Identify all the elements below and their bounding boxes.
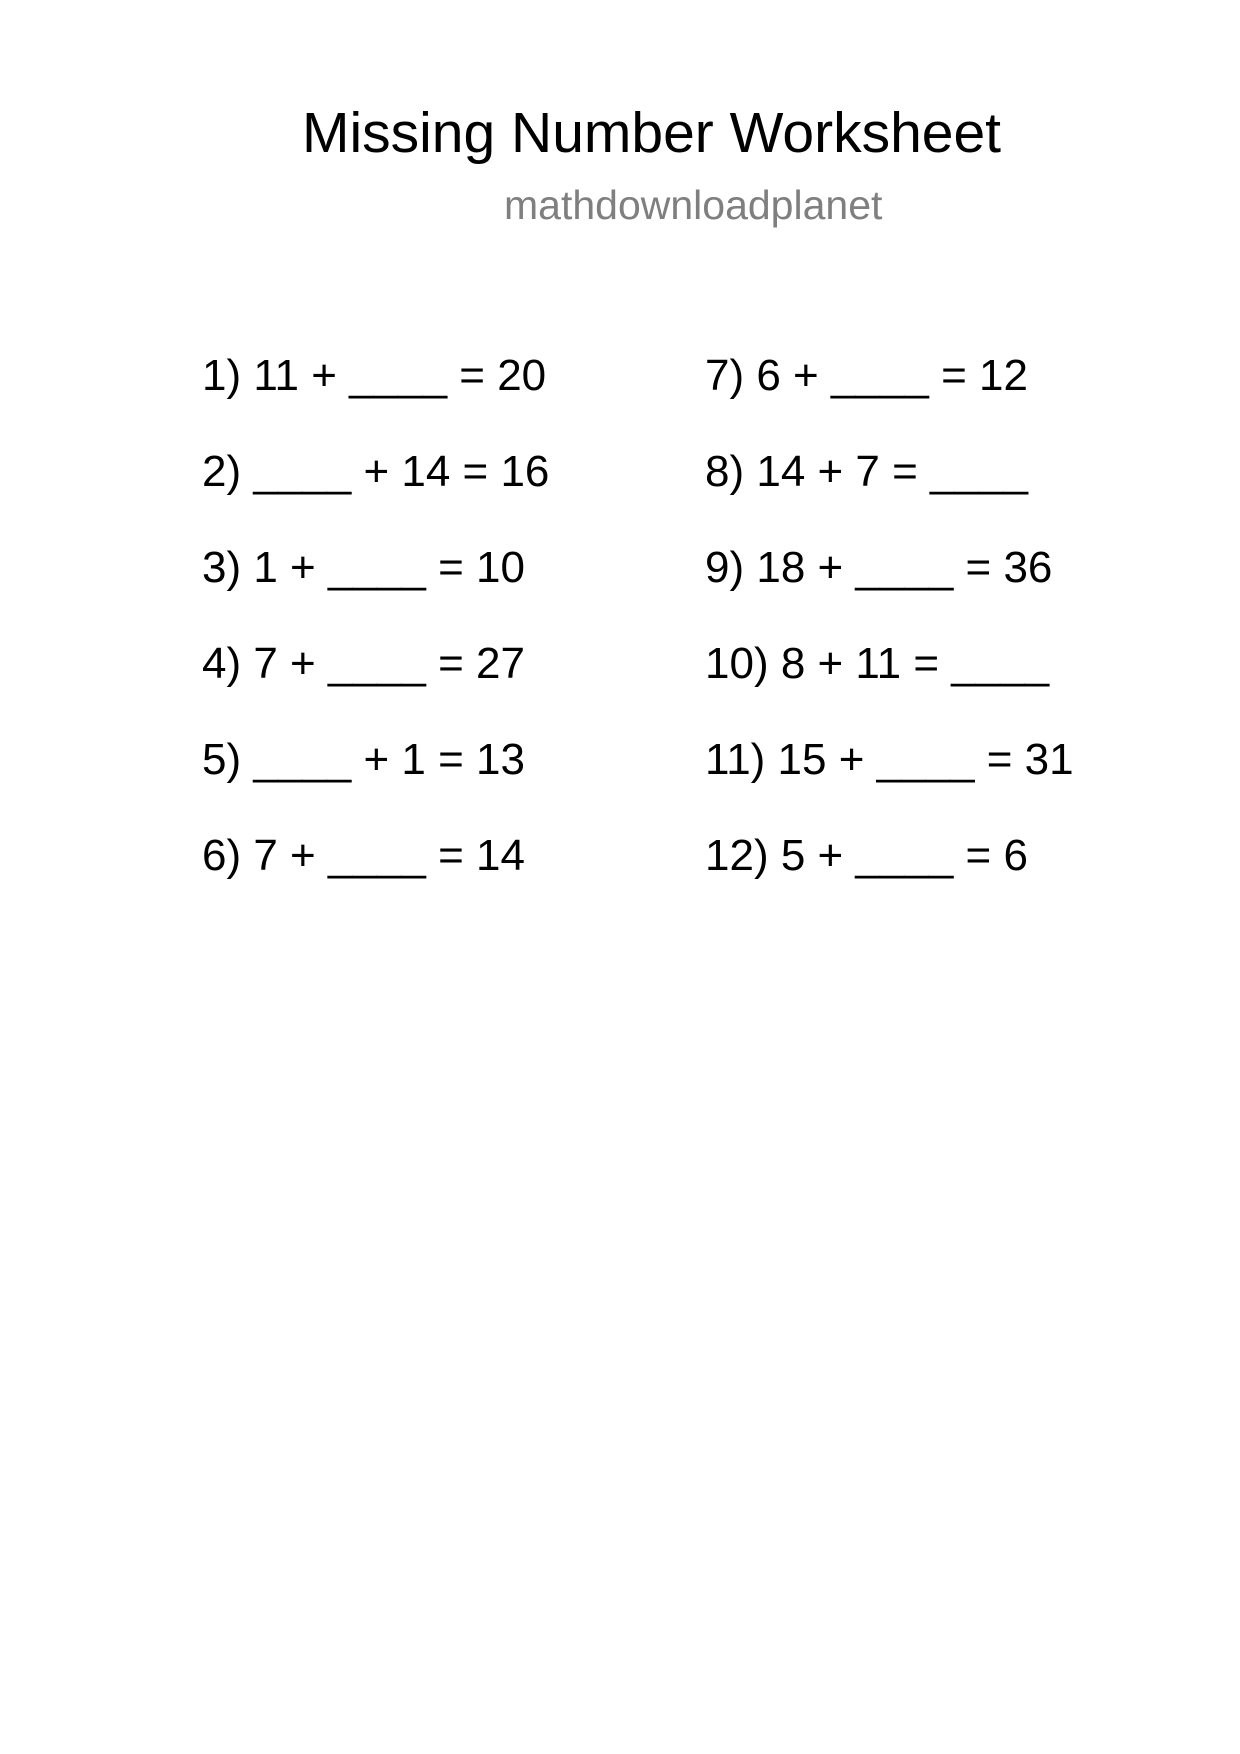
problems-column-right — [705, 351, 1074, 927]
problem-3: 3) 1 + ____ = 10 — [202, 543, 525, 592]
problem-4: 4) 7 + ____ = 27 — [202, 639, 525, 688]
problem-12: 12) 5 + ____ = 6 — [705, 831, 1028, 880]
problem-1: 1) 11 + ____ = 20 — [202, 351, 547, 400]
problem-9: 9) 18 + ____ = 36 — [705, 543, 1053, 592]
worksheet-source: mathdownloadplanet — [504, 182, 883, 228]
worksheet-title: Missing Number Worksheet — [302, 101, 1002, 165]
problem-7: 7) 6 + ____ = 12 — [705, 351, 1028, 400]
problem-5: 5) ____ + 1 = 13 — [202, 735, 525, 784]
problem-10: 10) 8 + 11 = ____ — [705, 639, 1050, 688]
problem-2: 2) ____ + 14 = 16 — [202, 447, 550, 496]
problems-column-left — [202, 351, 549, 927]
problem-11: 11) 15 + ____ = 31 — [705, 735, 1074, 784]
problem-8: 8) 14 + 7 = ____ — [705, 447, 1028, 496]
problem-6: 6) 7 + ____ = 14 — [202, 831, 525, 880]
